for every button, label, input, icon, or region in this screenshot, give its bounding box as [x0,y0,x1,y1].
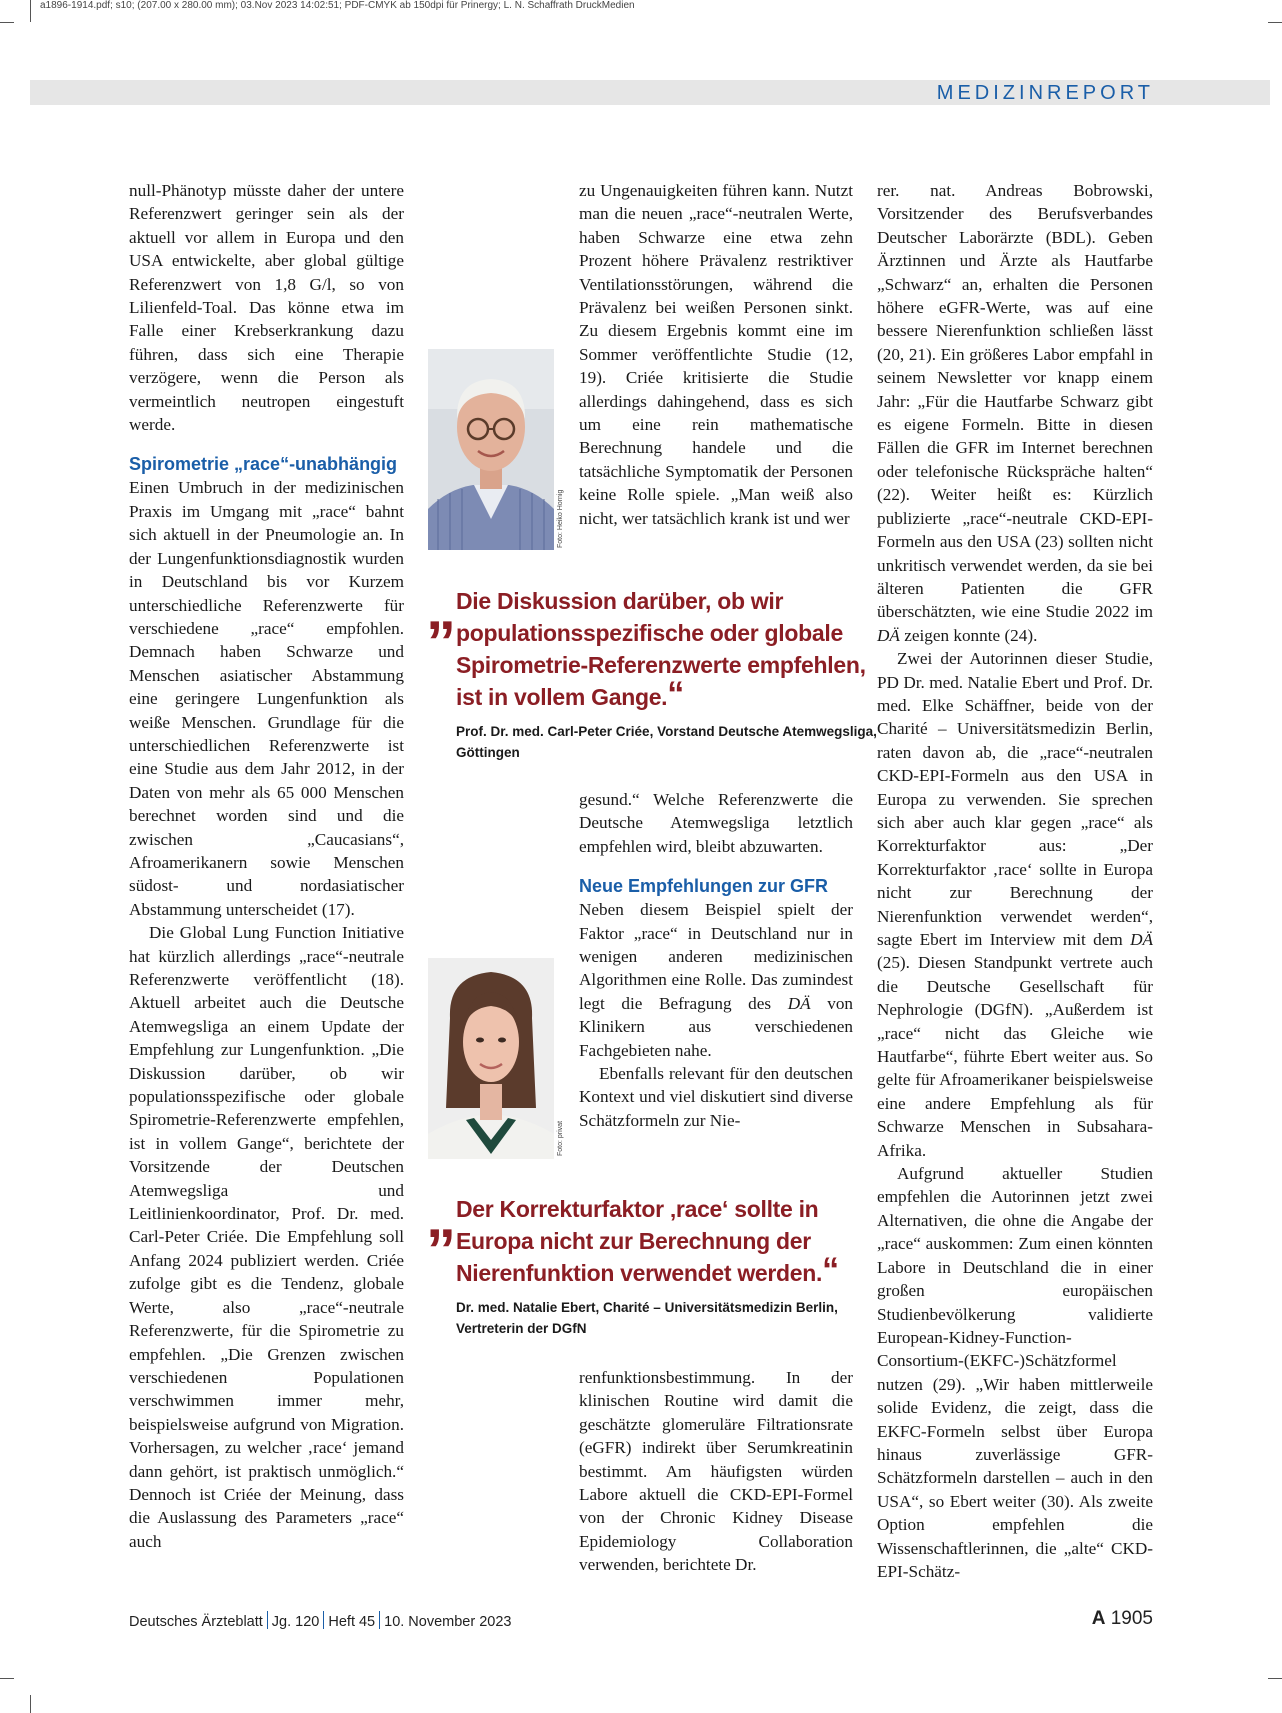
section-title: MEDIZINREPORT [936,82,1154,104]
crop-mark [1268,22,1282,23]
paragraph: Einen Umbruch in der medizinischen Praxis im Umgang mit „race“ bahnt sich aktuell in der Pneumologie an. In der Lungenfunktionsdiagnostik wurden in Deutschland bis vor Kurzem unterschiedliche Referenzwerte für verschiedene „race“ empfohlen. Demnach haben Schwarze und Menschen asiatischer Abstammung eine geringere Lungenfunktion als weiße Menschen. Grundlage für die unterschiedlichen Referenzwerte ist eine Studie aus dem Jahr 2012, in der Daten von mehr als 65 000 Menschen berechnet worden sind und die zwischen „Caucasians“, Afroamerikanern sowie Menschen südost- und nordasiatischer Abstammung unterscheidet (17). [129,478,404,919]
page-prefix: A [1091,1608,1106,1629]
text-run: von Klinikern aus verschiedenen Fachgebieten nahe. [579,993,854,1060]
quote-open-mark: „ [426,575,456,642]
paragraph: Ebenfalls relevant für den deutschen Kontext und viel diskutiert sind diverse Schätzformeln zur Nie- [579,1064,853,1130]
volume: Jg. 120 [271,1614,320,1630]
quote-close-mark: “ [822,1251,836,1289]
portrait-photo-ebert [428,958,554,1159]
print-metadata: a1896-1914.pdf; s10; (207.00 x 280.00 mm); 03.Nov 2023 14:02:51; PDF-CMYK ab 150dpi für Prinergy; L. N. Schaffrath DruckMedien [40,0,635,11]
quote-text [456,1193,896,1289]
journal-abbrev: DÄ [1130,930,1154,949]
page-footer [129,1608,1153,1635]
separator [267,1611,268,1629]
paragraph [877,647,1153,1162]
paragraph: Aufgrund aktueller Studien empfehlen die Autorinnen jetzt zwei Alternativen, die ohne die Angabe der „race“ auskommen: Zum einen könnten Labore in Deutschland die in einer großen europäischen Studienbevölkerung validierte European-Kidney-Function-Consortium-(EKFC-)Schätzformel nutzen (29). „Wir haben mittlerweile solide Evidenz, die zeigt, dass die EKFC-Formeln selbst über Europa hinaus zuverlässige GFR-Schätzformeln darstellen – auch in den USA“, so Ebert weiter (30). Als zweite Option empfehlen die Wissenschaftlerinnen, die „alte“ CKD-EPI-Schätz- [877,1164,1153,1581]
separator [323,1611,324,1629]
pull-quote-ebert [426,1183,896,1339]
photo-credit: Foto: privat [557,1120,564,1156]
paragraph [579,898,853,1062]
quote-body: Die Diskussion darüber, ob wir populationsspezifische oder globale Spirometrie-Referenzwerte empfehlen, ist in vollem Gange. [456,588,866,710]
article-column-2-bottom [579,1366,853,1577]
text-run: zeigen konnte (24). [904,625,1038,645]
subheading: Spirometrie „race“-unabhängig [129,454,398,475]
paragraph: Die Global Lung Function Initiative hat kürzlich allerdings „race“-neutrale Referenzwerte veröffentlicht (18). Aktuell arbeitet auch die Deutsche Atemwegsliga an einem Update der Empfehlung zur Lungenfunktion. „Die Diskussion darüber, ob wir populationsspezifische oder globale Spirometrie-Referenzwerte empfehlen, ist in vollem Gange“, berichtete der Vorsitzende der Deutschen Atemwegsliga und Leitlinienkoordinator, Prof. Dr. med. Carl-Peter Criée. Die Empfehlung soll Anfang 2024 publiziert werden. Criée zufolge gibt es die Tendenz, globale Werte, also „race“-neutrale Referenzwerte, für die Spirometrie zu empfehlen. „Die Grenzen zwischen verschiedenen Populationen verschwimmen immer mehr, beispielsweise aufgrund von Migration. Vorhersagen, zu welcher ‚race‘ jemand dann gehört, ist praktisch unmöglich.“ Dennoch ist Criée der Meinung, dass die Auslassung des Parameters „race“ auch [129,923,404,1551]
quote-close-mark: “ [667,675,681,713]
article-column-3 [877,179,1153,1583]
issue-date: 10. November 2023 [384,1614,512,1630]
crop-mark [30,1695,31,1713]
text-run: Neben diesem Beispiel spielt der Faktor „race“ in Deutschland nur in wenigen anderen medizinischen Algorithmen eine Rolle. Das zumindest legt die Befragung des [579,900,853,1013]
paragraph: gesund.“ Welche Referenzwerte die Deutsche Atemwegsliga letztlich empfehlen wird, bleibt abzuwarten. [579,790,853,856]
text-run: rer. nat. Andreas Bobrowski, Vorsitzender des Berufsverbandes Deutscher Laborärzte (BDL). Geben Ärztinnen und Ärzte als Hautfarbe „Schwarz“ an, erhalten die Personen höhere eGFR-Werte, was auf eine bessere Nierenfunktion schließen lässt (20, 21). Ein größeres Labor empfahl in seinem Newsletter vor knapp einem Jahr: „Für die Hautfarbe Schwarz gibt es eigene Formeln. Bitte in diesen Fällen die GFR im Internet berechnen oder telefonische Rückspräche halten“ (22). Weiter heißt es: Kürzlich publizierte „race“-neutrale CKD-EPI-Formeln aus den USA (23) sollten nicht unkritisch verwendet werden, da sie bei älteren Patienten die GFR überschätzten, wie eine Studie 2022 im [877,181,1153,622]
page-number [1092,1608,1153,1630]
article-column-2-middle [579,788,853,1132]
subheading: Neue Empfehlungen zur GFR [579,876,829,897]
quote-source: Dr. med. Natalie Ebert, Charité – Universitätsmedizin Berlin, Vertreterin der DGfN [456,1300,838,1336]
separator [379,1611,380,1629]
article-column-2-top [579,179,853,530]
paragraph: zu Ungenauigkeiten führen kann. Nutzt man die neuen „race“-neutralen Werte, haben Schwarze eine etwa zehn Prozent höhere Prävalenz restriktiver Ventilationsstörungen, während die Prävalenz bei weißen Personen sinkt. Zu diesem Ergebnis kommt eine im Sommer veröffentlichte Studie (12, 19). Criée kritisierte die Studie allerdings dahingehend, dass es sich um eine rein mathematische Berechnung handele und die tatsächliche Symptomatik der Personen keine Rolle spiele. „Man weiß also nicht, wer tatsächlich krank ist und wer [579,181,853,528]
article-column-1 [129,179,404,1553]
pull-quote-crie [426,575,896,763]
quote-source: Prof. Dr. med. Carl-Peter Criée, Vorstand Deutsche Atemwegsliga, Göttingen [456,724,877,760]
journal-abbrev: DÄ [877,625,900,645]
journal-abbrev: DÄ [787,993,811,1013]
crop-mark [30,0,31,22]
paragraph: renfunktionsbestimmung. In der klinischen Routine wird damit die geschätzte glomeruläre Filtrationsrate (eGFR) indirekt über Serumkreatinin bestimmt. Am häufigsten würden Labore aktuell die CKD-EPI-Formel von der Chronic Kidney Disease Epidemiology Collaboration verwenden, berichtete Dr. [579,1368,853,1575]
crop-mark [1268,1678,1282,1679]
paragraph: null-Phänotyp müsste daher der untere Referenzwert geringer sein als der aktuell vor allem in Europa und den USA entwickelte, aber global gültige Referenzwert von 1,8 G/l, so von Lilienfeld-Toal. Das könne etwa im Falle einer Krebserkrankung dazu führen, dass sich eine Therapie verzögere, wenn die Person als vermeintlich neutropen eingestuft werde. [129,181,404,435]
issue: Heft 45 [328,1614,376,1630]
paragraph [877,179,1153,647]
quote-body: Der Korrekturfaktor ‚race‘ sollte in Europa nicht zur Berechnung der Nierenfunktion verwendet werden. [456,1196,823,1286]
text-run: (25). Diesen Standpunkt vertrete auch die Deutsche Gesellschaft für Nephrologie (DGfN). „Außerdem ist „race“ nicht das Gleiche wie Hautfarbe“, führte Ebert weiter aus. So gelte für Afroamerikaner beispielsweise eine andere Empfehlung als für Schwarze Menschen in Subsahara-Afrika. [877,953,1153,1160]
quote-open-mark: „ [426,1183,456,1250]
crop-mark [0,22,14,23]
footer-citation [129,1611,1153,1630]
journal-name: Deutsches Ärzteblatt [129,1614,263,1630]
photo-credit: Foto: Heiko Hornig [557,489,564,548]
crop-mark [0,1678,14,1679]
quote-text [456,585,896,713]
text-run: Zwei der Autorinnen dieser Studie, PD Dr. med. Natalie Ebert und Prof. Dr. med. Elke Schäffner, beide von der Charité – Universitätsmedizin Berlin, raten davon ab, die „race“-neutralen CKD-EPI-Formeln aus den USA in Europa zu verwenden. Sie sprechen sich aber auch klar gegen „race“ als Korrekturfaktor aus: „Der Korrekturfaktor ‚race‘ sollte in Europa nicht zur Berechnung der Nierenfunktion verwendet werden“, sagte Ebert im Interview mit dem [877,649,1153,949]
portrait-photo-crie [428,349,554,550]
page-number-value: 1905 [1110,1608,1153,1629]
